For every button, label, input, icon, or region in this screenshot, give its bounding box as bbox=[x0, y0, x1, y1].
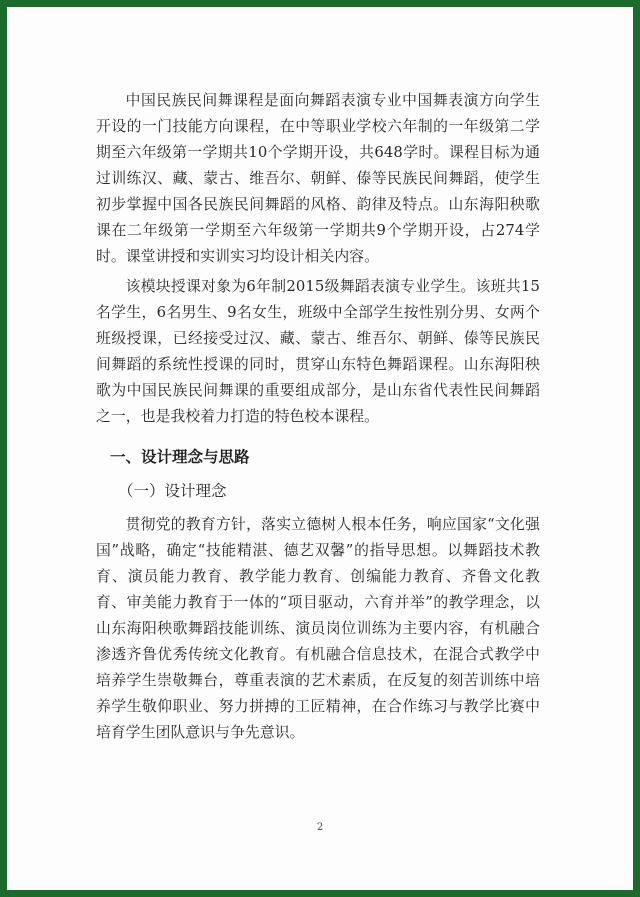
paragraph-course-overview: 中国民族民间舞课程是面向舞蹈表演专业中国舞表演方向学生开设的一门技能方向课程，在中等职业学校六年制的一年级第二学期至六年级第一学期共10个学期开设，共648学时。课程目标为通过训练汉、藏、蒙古、维吾尔、朝鲜、傣等民族民间舞蹈，使学生初步掌握中国各民族民间舞蹈的风格、韵律及特点。山东海阳秧歌课在二年级第一学期至六年级第一学期共9个学期开设，占274学时。课堂讲授和实训实习均设计相关内容。 bbox=[96, 92, 540, 265]
paragraph-design-concept: 贯彻党的教育方针，落实立德树人根本任务，响应国家“文化强国”战略，确定“技能精湛、德艺双馨”的指导思想。以舞蹈技术教育、演员能力教育、教学能力教育、创编能力教育、齐鲁文化教育、审美能力教育于一体的“项目驱动，六育并举”的教学理念，以山东海阳秧歌舞蹈技能训练、演员岗位训练为主要内容，有机融合渗透齐鲁优秀传统文化教育。有机融合信息技术，在混合式教学中培养学生崇敬舞台，尊重表演的艺术素质，在反复的刻苦训练中培养学生敬仰职业、努力拼搏的工匠精神，在合作练习与教学比赛中培育学生团队意识与争先意识。 bbox=[96, 516, 540, 741]
document-body bbox=[96, 88, 540, 746]
page-number: 2 bbox=[316, 822, 324, 833]
section-heading: 一、设计理念与思路 bbox=[110, 448, 250, 466]
subsection-heading: （一）设计理念 bbox=[118, 482, 227, 500]
paragraph-class-profile: 该模块授课对象为6年制2015级舞蹈表演专业学生。该班共15名学生，6名男生、9名女生，班级中全部学生按性别分男、女两个班级授课，已经接受过汉、藏、蒙古、维吾尔、朝鲜、傣等民族民间舞蹈的系统性授课的同时，贯穿山东特色舞蹈课程。山东海阳秧歌为中国民族民间舞课的重要组成部分，是山东省代表性民间舞蹈之一，也是我校着力打造的特色校本课程。 bbox=[96, 278, 540, 425]
